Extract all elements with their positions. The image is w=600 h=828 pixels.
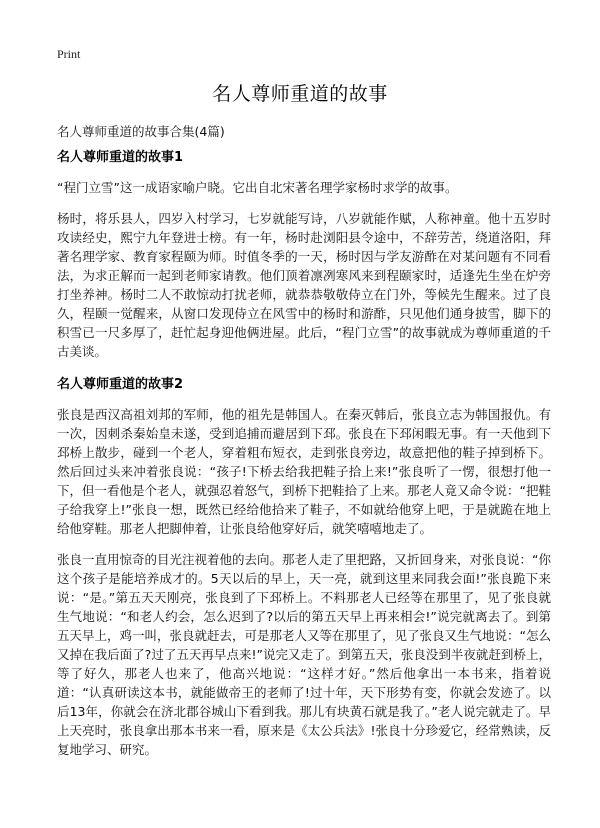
document-body xyxy=(57,148,551,771)
document-subtitle: 名人尊师重道的故事合集(4篇) xyxy=(57,124,225,139)
paragraph: 张良是西汉高祖刘邦的军师，他的祖先是韩国人。在秦灭韩后，张良立志为韩国报仇。有一次，因刺杀秦始皇未遂，受到追捕而避居到下邳。张良在下邳闲暇无事。有一天他到下邳桥上散步，碰到一个老人，穿着粗布短衣，走到张良旁边，故意把他的鞋子掉到桥下。然后回过头来冲着张良说：“孩子!下桥去给我把鞋子拾上来!”张良听了一愣，很想打他一下，但一看他是个老人，就强忍着怒气，到桥下把鞋拾了上来。那老人竟又命令说：“把鞋子给我穿上!”张良一想，既然已经给他拾来了鞋子，不如就给他穿上吧，于是就跪在地上给他穿鞋。那老人把脚伸着，让张良给他穿好后，就笑嘻嘻地走了。 xyxy=(57,407,551,536)
section-heading: 名人尊师重道的故事1 xyxy=(57,150,184,165)
paragraph: 张良一直用惊奇的目光注视着他的去向。那老人走了里把路，又折回身来，对张良说：“你这个孩子是能培养成才的。5天以后的早上，天一亮，就到这里来同我会面!”张良跪下来说：“是。”第五天天刚亮，张良到了下邳桥上。不料那老人已经等在那里了，见了张良就生气地说：“和老人约会，怎么迟到了?以后的第五天早上再来相会!”说完就离去了。到第五天早上，鸡一叫，张良就赶去，可是那老人又等在那里了，见了张良又生气地说：“怎么又掉在我后面了?过了五天再早点来!”说完又走了。到第五天，张良没到半夜就赶到桥上，等了好久，那老人也来了，他高兴地说：“这样才好。”然后他拿出一本书来，指着说道：“认真研读这本书，就能做帝王的老师了!过十年，天下形势有变，你就会发迹了。以后13年，你就会在济北郡谷城山下看到我。那儿有块黄石就是我了。”老人说完就走了。早上天亮时，张良拿出那本书来一看，原来是《太公兵法》!张良十分珍爱它，经常熟读，反复地学习、研究。 xyxy=(57,552,551,757)
story-section-2 xyxy=(57,375,551,759)
story-section-1 xyxy=(57,148,551,361)
paragraph: “程门立雪”这一成语家喻户晓。它出自北宋著名理学家杨时求学的故事。 xyxy=(57,180,458,195)
paragraph: 杨时，将乐县人，四岁入村学习，七岁就能写诗，八岁就能作赋，人称神童。他十五岁时攻读经史，熙宁九年登进士榜。有一年，杨时赴浏阳县令途中，不辞劳苦，绕道洛阳，拜著名理学家、教育家程颐为师。时值冬季的一天，杨时因与学友游酢在对某问题有不同看法，为求正解而一起到老师家请教。他们顶着凛冽寒风来到程颐家时，适逢先生坐在炉旁打坐养神。杨时二人不敢惊动打扰老师，就恭恭敬敬侍立在门外，等候先生醒来。过了良久，程颐一觉醒来，从窗口发现侍立在风雪中的杨时和游酢，只见他们通身披雪，脚下的积雪已一尺多厚了，赶忙起身迎他俩进屋。此后，“程门立雪”的故事就成为尊师重道的千古美谈。 xyxy=(57,211,551,359)
print-label[interactable]: Print xyxy=(57,47,81,61)
section-heading: 名人尊师重道的故事2 xyxy=(57,377,184,392)
page-title: 名人尊师重道的故事 xyxy=(212,83,388,105)
